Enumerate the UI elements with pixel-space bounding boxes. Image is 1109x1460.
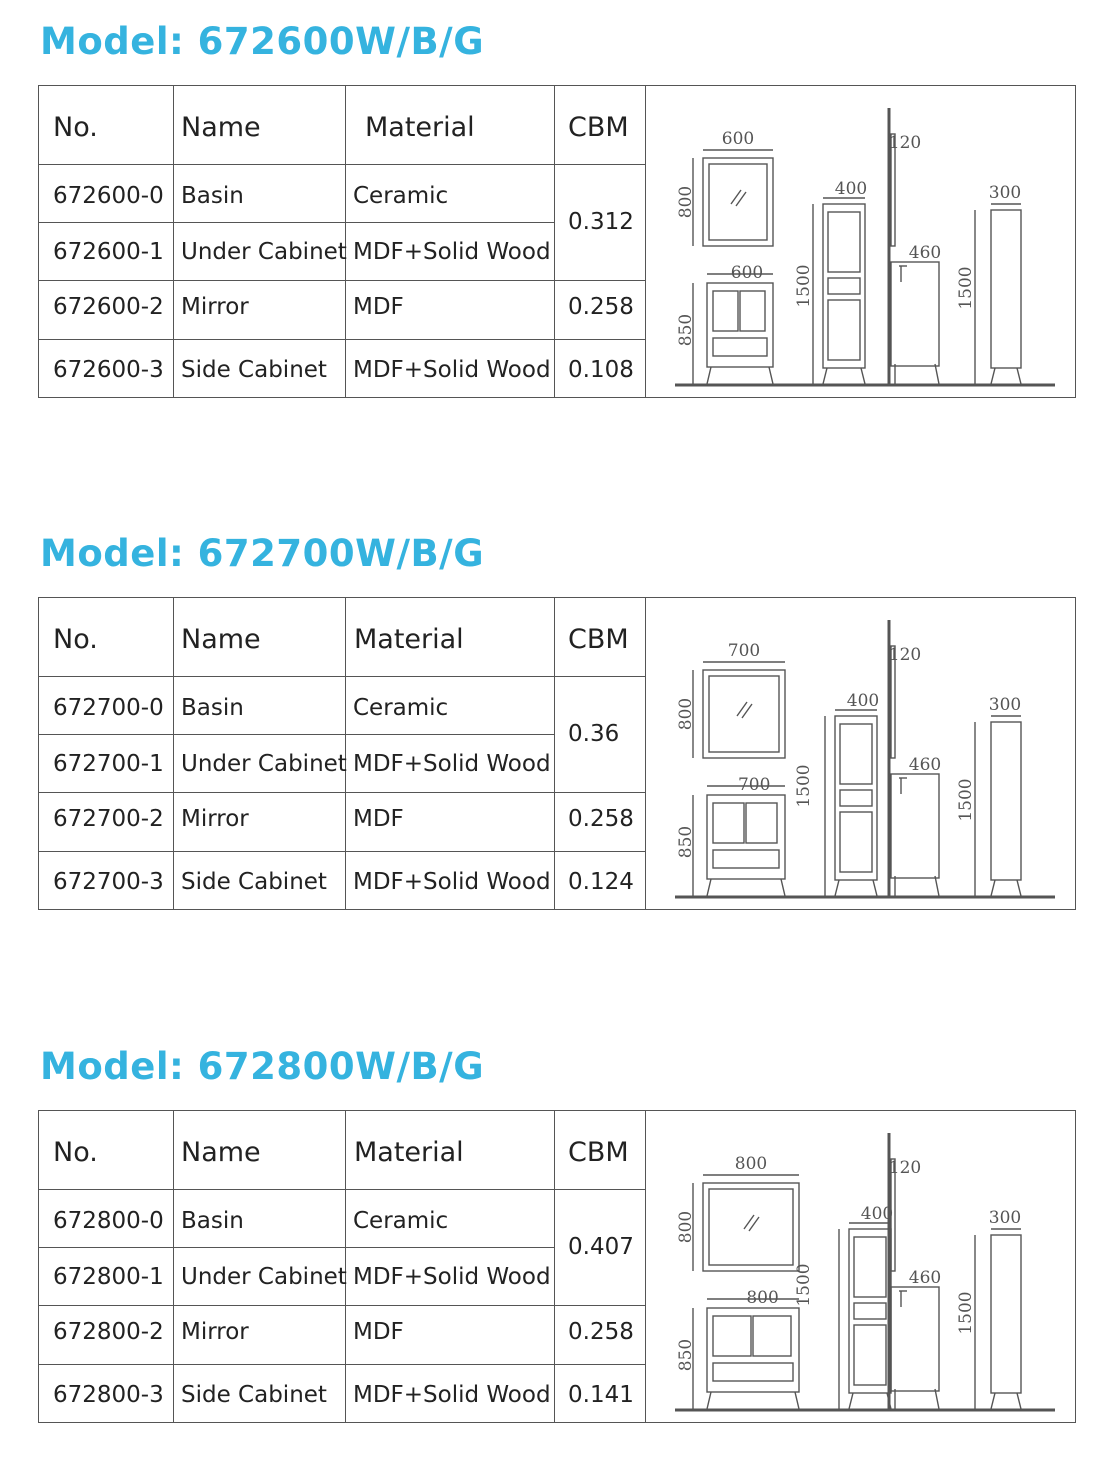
row-material: MDF+Solid Wood xyxy=(353,239,551,265)
side-cabinet-leg xyxy=(1017,880,1021,896)
header-name: Name xyxy=(181,112,261,143)
row-name: Basin xyxy=(181,1208,244,1234)
row-material: MDF+Solid Wood xyxy=(353,869,551,895)
tall-cabinet-drawer xyxy=(854,1303,886,1319)
row-name: Under Cabinet xyxy=(181,751,347,777)
tall-cabinet-leg xyxy=(873,880,877,896)
side-cabinet-profile xyxy=(991,210,1021,368)
row-material: MDF xyxy=(353,294,404,320)
tall-width-label: 400 xyxy=(846,691,880,711)
depth-basin-label: 460 xyxy=(908,243,942,263)
model-title: Model: 672800W/B/G xyxy=(40,1045,485,1088)
col-divider xyxy=(173,1111,174,1422)
vanity-door xyxy=(713,1316,751,1356)
side-height-label: 1500 xyxy=(956,1291,976,1335)
row-name: Side Cabinet xyxy=(181,357,327,383)
mirror-height-label: 800 xyxy=(676,1210,696,1244)
side-height-label: 1500 xyxy=(956,778,976,822)
row-no: 672700-3 xyxy=(53,869,164,895)
row-name: Under Cabinet xyxy=(181,239,347,265)
row-no: 672600-3 xyxy=(53,357,164,383)
spec-table xyxy=(38,1110,1076,1423)
tall-cabinet-leg xyxy=(823,368,827,384)
spec-table xyxy=(38,597,1076,910)
side-cabinet-profile xyxy=(991,722,1021,880)
row-material: MDF xyxy=(353,806,404,832)
dimension-drawing xyxy=(645,1111,1075,1422)
vanity-height-label: 850 xyxy=(676,313,696,347)
side-width-label: 300 xyxy=(988,695,1022,715)
vanity-door xyxy=(740,291,765,331)
col-divider xyxy=(554,1111,555,1422)
tall-cabinet-door xyxy=(840,724,872,784)
side-cabinet-leg xyxy=(991,368,995,384)
vanity-leg xyxy=(781,879,785,896)
header-material: Material xyxy=(354,1137,464,1168)
header-no: No. xyxy=(53,112,98,143)
mirror-width-label: 700 xyxy=(727,641,761,661)
header-name: Name xyxy=(181,624,261,655)
tall-cabinet-drawer xyxy=(828,278,860,294)
side-width-label: 300 xyxy=(988,183,1022,203)
row-divider xyxy=(39,1247,554,1248)
vanity-leg xyxy=(707,879,711,896)
vanity-leg xyxy=(707,367,711,384)
tall-cabinet-drawer xyxy=(840,790,872,806)
row-name: Under Cabinet xyxy=(181,1264,347,1290)
cbm-value: 0.312 xyxy=(568,209,634,235)
side-width-label: 300 xyxy=(988,1208,1022,1228)
row-name: Basin xyxy=(181,695,244,721)
row-no: 672700-0 xyxy=(53,695,164,721)
dimension-drawing xyxy=(645,86,1075,397)
depth-top-label: 120 xyxy=(888,133,922,153)
dimension-drawing xyxy=(645,598,1075,909)
row-no: 672700-1 xyxy=(53,751,164,777)
vanity-leg xyxy=(769,367,773,384)
row-no: 672600-1 xyxy=(53,239,164,265)
tall-cabinet-door xyxy=(828,300,860,360)
mirror-height-label: 800 xyxy=(676,697,696,731)
vanity-leg xyxy=(795,1392,799,1409)
vanity-profile xyxy=(891,262,939,366)
tall-cabinet-leg xyxy=(861,368,865,384)
side-cabinet-leg xyxy=(1017,1393,1021,1409)
vanity-drawer xyxy=(713,338,767,356)
tall-cabinet-leg xyxy=(849,1393,853,1409)
tall-cabinet-door xyxy=(840,812,872,872)
row-name: Mirror xyxy=(181,294,249,320)
header-cbm: CBM xyxy=(568,112,629,143)
spec-table xyxy=(38,85,1076,398)
side-cabinet-leg xyxy=(1017,368,1021,384)
row-no: 672700-2 xyxy=(53,806,164,832)
header-no: No. xyxy=(53,624,98,655)
vanity-width-label: 700 xyxy=(737,775,771,795)
vanity-profile xyxy=(891,1287,939,1391)
vanity-profile xyxy=(891,774,939,878)
tall-cabinet-door xyxy=(828,212,860,272)
header-no: No. xyxy=(53,1137,98,1168)
header-material: Material xyxy=(365,112,475,143)
row-no: 672800-0 xyxy=(53,1208,164,1234)
tall-width-label: 400 xyxy=(860,1204,894,1224)
row-material: Ceramic xyxy=(353,1208,449,1234)
col-divider xyxy=(173,598,174,909)
side-cabinet-profile xyxy=(991,1235,1021,1393)
row-name: Side Cabinet xyxy=(181,1382,327,1408)
tall-cabinet-body xyxy=(823,204,865,368)
row-no: 672800-2 xyxy=(53,1319,164,1345)
row-no: 672800-3 xyxy=(53,1382,164,1408)
side-height-label: 1500 xyxy=(956,266,976,310)
row-material: Ceramic xyxy=(353,695,449,721)
cbm-value: 0.108 xyxy=(568,357,634,383)
cbm-value: 0.258 xyxy=(568,1319,634,1345)
row-material: MDF+Solid Wood xyxy=(353,1382,551,1408)
model-title: Model: 672600W/B/G xyxy=(40,20,485,63)
tall-cabinet-body xyxy=(849,1229,891,1393)
depth-basin-label: 460 xyxy=(908,755,942,775)
cbm-value: 0.407 xyxy=(568,1234,634,1260)
row-material: MDF+Solid Wood xyxy=(353,357,551,383)
row-name: Side Cabinet xyxy=(181,869,327,895)
tall-height-label: 1500 xyxy=(794,264,814,308)
row-divider xyxy=(39,222,554,223)
tall-cabinet-door xyxy=(854,1325,886,1385)
model-title: Model: 672700W/B/G xyxy=(40,532,485,575)
vanity-height-label: 850 xyxy=(676,1338,696,1372)
mirror-width-label: 800 xyxy=(734,1154,768,1174)
row-no: 672600-0 xyxy=(53,183,164,209)
row-no: 672600-2 xyxy=(53,294,164,320)
vanity-profile-leg xyxy=(935,876,939,896)
vanity-door xyxy=(746,803,777,843)
header-cbm: CBM xyxy=(568,1137,629,1168)
row-name: Mirror xyxy=(181,806,249,832)
depth-top-label: 120 xyxy=(888,1158,922,1178)
col-divider xyxy=(173,86,174,397)
cbm-value: 0.124 xyxy=(568,869,634,895)
vanity-width-label: 800 xyxy=(746,1288,779,1308)
row-material: Ceramic xyxy=(353,183,449,209)
cbm-value: 0.141 xyxy=(568,1382,634,1408)
vanity-width-label: 600 xyxy=(730,263,764,283)
row-divider xyxy=(39,734,554,735)
mirror-width-label: 600 xyxy=(721,129,755,149)
tall-cabinet-door xyxy=(854,1237,886,1297)
cbm-value: 0.258 xyxy=(568,806,634,832)
row-name: Mirror xyxy=(181,1319,249,1345)
col-divider xyxy=(554,86,555,397)
cbm-value: 0.258 xyxy=(568,294,634,320)
tall-cabinet-body xyxy=(835,716,877,880)
tall-width-label: 400 xyxy=(834,179,868,199)
row-no: 672800-1 xyxy=(53,1264,164,1290)
side-cabinet-leg xyxy=(991,880,995,896)
vanity-drawer xyxy=(713,1363,793,1381)
row-name: Basin xyxy=(181,183,244,209)
vanity-profile-leg xyxy=(935,364,939,384)
tall-height-label: 1500 xyxy=(794,1263,814,1307)
vanity-door xyxy=(753,1316,791,1356)
tall-cabinet-leg xyxy=(835,880,839,896)
cbm-value: 0.36 xyxy=(568,721,620,747)
vanity-door xyxy=(713,803,744,843)
mirror-height-label: 800 xyxy=(676,185,696,219)
tall-height-label: 1500 xyxy=(794,764,814,808)
depth-top-label: 120 xyxy=(888,645,922,665)
col-divider xyxy=(554,598,555,909)
vanity-door xyxy=(713,291,738,331)
header-cbm: CBM xyxy=(568,624,629,655)
vanity-profile-leg xyxy=(935,1389,939,1409)
header-name: Name xyxy=(181,1137,261,1168)
row-material: MDF+Solid Wood xyxy=(353,1264,551,1290)
header-material: Material xyxy=(354,624,464,655)
vanity-drawer xyxy=(713,850,779,868)
vanity-height-label: 850 xyxy=(676,825,696,859)
depth-basin-label: 460 xyxy=(908,1268,942,1288)
side-cabinet-leg xyxy=(991,1393,995,1409)
row-material: MDF xyxy=(353,1319,404,1345)
vanity-leg xyxy=(707,1392,711,1409)
row-material: MDF+Solid Wood xyxy=(353,751,551,777)
